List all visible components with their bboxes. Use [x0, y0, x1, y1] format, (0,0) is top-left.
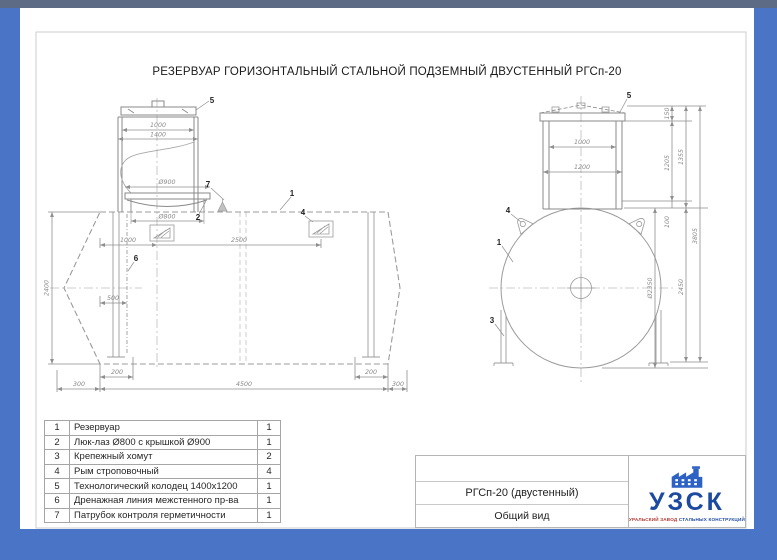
lifting-eye-right-icon: [309, 221, 333, 237]
dim-total: 3805: [692, 227, 699, 245]
cell-name: Люк-лаз Ø800 с крышкой Ø900: [70, 435, 258, 450]
cell-qty: 1: [258, 479, 281, 494]
well-side: [118, 101, 198, 212]
end-view-drawing: [489, 91, 708, 384]
callout-2: 2: [195, 213, 201, 222]
cell-qty: 1: [258, 435, 281, 450]
lifting-eye-left-icon: [150, 225, 174, 241]
dim-below: 2450: [678, 278, 685, 296]
cell-no: 3: [45, 450, 70, 465]
lifting-eye-left-end-icon: [513, 214, 534, 234]
dim-foot-left: 200: [110, 369, 124, 376]
table-row: [45, 493, 281, 508]
callout-4: 4: [300, 208, 306, 217]
cell-name: Рым строповочный: [70, 464, 258, 479]
cell-no: 1: [45, 421, 70, 436]
table-row: [45, 464, 281, 479]
dim-length: 4500: [235, 381, 253, 388]
cell-qty: 1: [258, 421, 281, 436]
manhole: [125, 193, 210, 212]
end-view-leaders: [495, 99, 627, 336]
title-block-empty-row: [416, 456, 628, 482]
cell-name: Патрубок контроля герметичности: [70, 508, 258, 523]
drawing-title: РЕЗЕРВУАР ГОРИЗОНТАЛЬНЫЙ СТАЛЬНОЙ ПОДЗЕМНЫЙ ДВУСТЕННЫЙ РГСп-20: [152, 66, 622, 78]
dim-lid-height: 150: [664, 107, 671, 120]
callout-7: 7: [205, 180, 211, 189]
callout-5-end: 5: [626, 91, 632, 100]
dim-to-eye: 2500: [230, 237, 248, 244]
side-view-dimensions: [48, 130, 407, 392]
strap-right: [362, 212, 380, 357]
table-row: [45, 435, 281, 450]
dim-well-outer: 1400: [149, 131, 167, 139]
control-nozzle-icon: [218, 199, 227, 211]
cell-name: Резервуар: [70, 421, 258, 436]
logo-caption-primary: УРАЛЬСКИЙ ЗАВОД: [628, 517, 678, 522]
logo-caption: [629, 517, 745, 522]
cell-name: Крепежный хомут: [70, 450, 258, 465]
side-view-drawing: [44, 96, 408, 392]
dim-well-inner: 1000: [149, 122, 167, 129]
cell-name: Технологический колодец 1400x1200: [70, 479, 258, 494]
parts-table-body: [45, 421, 281, 523]
parts-table: [44, 420, 281, 523]
dim-overlap: 100: [664, 215, 671, 229]
cell-no: 4: [45, 464, 70, 479]
well-end: [540, 103, 625, 209]
cell-qty: 4: [258, 464, 281, 479]
title-block-left: [416, 456, 629, 527]
dim-end-right: 300: [391, 381, 405, 388]
dim-height: 2400: [43, 279, 51, 297]
dim-shell-height: 1355: [678, 148, 685, 166]
cell-no: 6: [45, 493, 70, 508]
dim-cover: Ø900: [158, 179, 176, 186]
cell-qty: 2: [258, 450, 281, 465]
company-logo: [629, 456, 745, 527]
dim-end-left: 300: [72, 381, 86, 388]
dim-diameter: Ø2350: [647, 277, 654, 299]
dim-drain-offset: 500: [106, 295, 120, 302]
dim-foot-right: 200: [364, 369, 378, 376]
cell-no: 5: [45, 479, 70, 494]
callout-1-end: 1: [496, 238, 502, 247]
lifting-eye-right-end-icon: [629, 214, 650, 234]
callout-5: 5: [209, 96, 215, 105]
table-row: [45, 421, 281, 436]
strap-left: [107, 212, 125, 357]
callout-4-end: 4: [505, 206, 511, 215]
callout-1: 1: [289, 189, 295, 198]
cell-qty: 1: [258, 508, 281, 523]
table-row: [45, 450, 281, 465]
cell-no: 2: [45, 435, 70, 450]
cell-no: 7: [45, 508, 70, 523]
dim-manhole: Ø800: [158, 213, 176, 221]
dim-well-outer-end: 1200: [573, 164, 591, 171]
dim-well-inner-end: 1000: [573, 139, 591, 146]
logo-abbr: УЗСК: [649, 488, 725, 516]
end-view-dimensions: [543, 106, 708, 368]
cell-name: Дренажная линия межстенного пр-ва: [70, 493, 258, 508]
callout-6: 6: [133, 254, 139, 263]
dim-to-manhole: 1000: [119, 237, 137, 244]
dim-well-height: 1205: [664, 154, 671, 172]
model-label: РГСп-20 (двустенный): [416, 482, 628, 505]
table-row: [45, 479, 281, 494]
view-name-label: Общий вид: [494, 510, 550, 522]
table-row: [45, 508, 281, 523]
title-block: [415, 455, 746, 528]
cell-qty: 1: [258, 493, 281, 508]
callout-3-end: 3: [489, 316, 495, 325]
factory-icon: [669, 463, 705, 489]
logo-caption-secondary: СТАЛЬНЫХ КОНСТРУКЦИЙ: [678, 517, 745, 522]
